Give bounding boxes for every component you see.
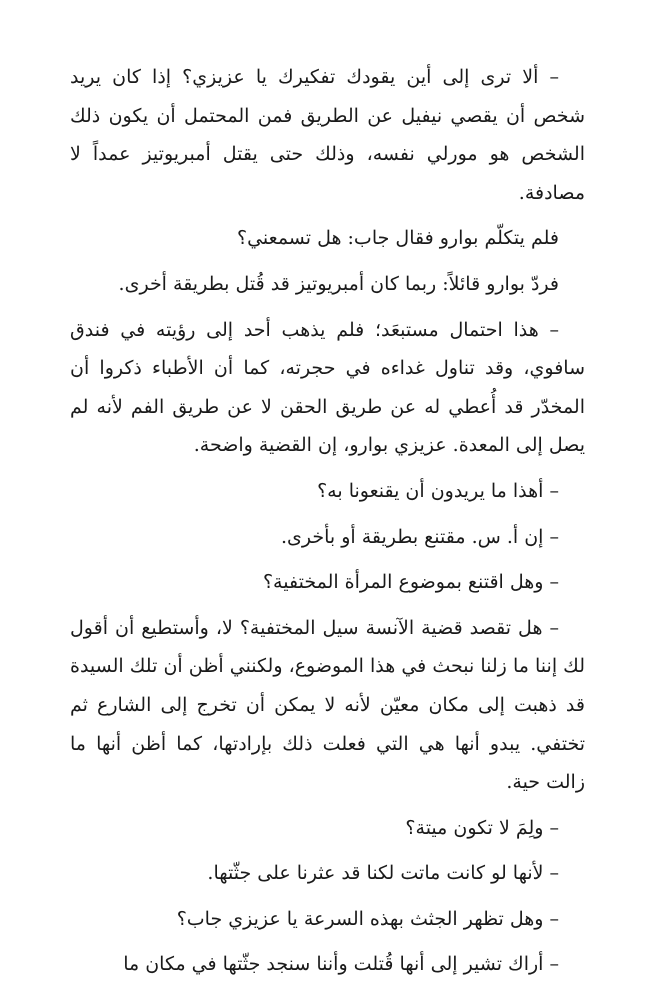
- paragraph-9: – ولِمَ لا تكون ميتة؟: [405, 816, 559, 839]
- paragraph-3: فردّ بوارو قائلاً: ربما كان أمبريوتيز قد قُتل بطريقة أخرى.: [118, 272, 559, 295]
- paragraph-8: – هل تقصد قضية الآنسة سيل المختفية؟ لا، وأستطيع أن أقول لك إننا ما زلنا نبحث في هذا الموضوع، ولكنني أظن أن تلك السيدة قد ذهبت إلى مكان معيّن لأنه لا يمكن أن تخرج إلى الشارع ثم تختفي. يبدو أنها هي التي فعلت ذلك بإرادتها، كما أظن أنها ما زالت حية.: [70, 616, 585, 794]
- paragraph-12: – أراك تشير إلى أنها قُتلت وأننا سنجد جثّتها في مكان ما: [123, 953, 559, 976]
- paragraph-2: فلم يتكلّم بوارو فقال جاب: هل تسمعني؟: [237, 227, 559, 250]
- paragraph-4: – هذا احتمال مستبعَد؛ فلم يذهب أحد إلى رؤيته في فندق سافوي، وقد تناول غداءه في حجرته، كما أن الأطباء ذكروا أن المخدّر قد أُعطي له عن طريق الحقن لا عن طريق الفم لأنه لم يصل إلى المعدة. عزيزي بوارو، إن القضية واضحة.: [70, 318, 585, 457]
- paragraph-1: – ألا ترى إلى أين يقودك تفكيرك يا عزيزي؟ إذا كان يريد شخص أن يقصي نيفيل عن الطريق فمن المحتمل أن يكون ذلك الشخص هو مورلي نفسه، وذلك حتى يقتل أمبريوتيز عمداً لا مصادفة.: [70, 66, 585, 204]
- paragraph-7: – وهل اقتنع بموضوع المرأة المختفية؟: [262, 571, 559, 594]
- paragraph-11: – وهل تظهر الجثث بهذه السرعة يا عزيزي جاب؟: [176, 907, 559, 930]
- paragraph-10: – لأنها لو كانت ماتت لكنا قد عثرنا على جثّتها.: [207, 862, 559, 885]
- paragraph-5: – أهذا ما يريدون أن يقنعونا به؟: [317, 479, 559, 502]
- paragraph-6: – إن أ. س. مقتنع بطريقة أو بأخرى.: [280, 525, 559, 548]
